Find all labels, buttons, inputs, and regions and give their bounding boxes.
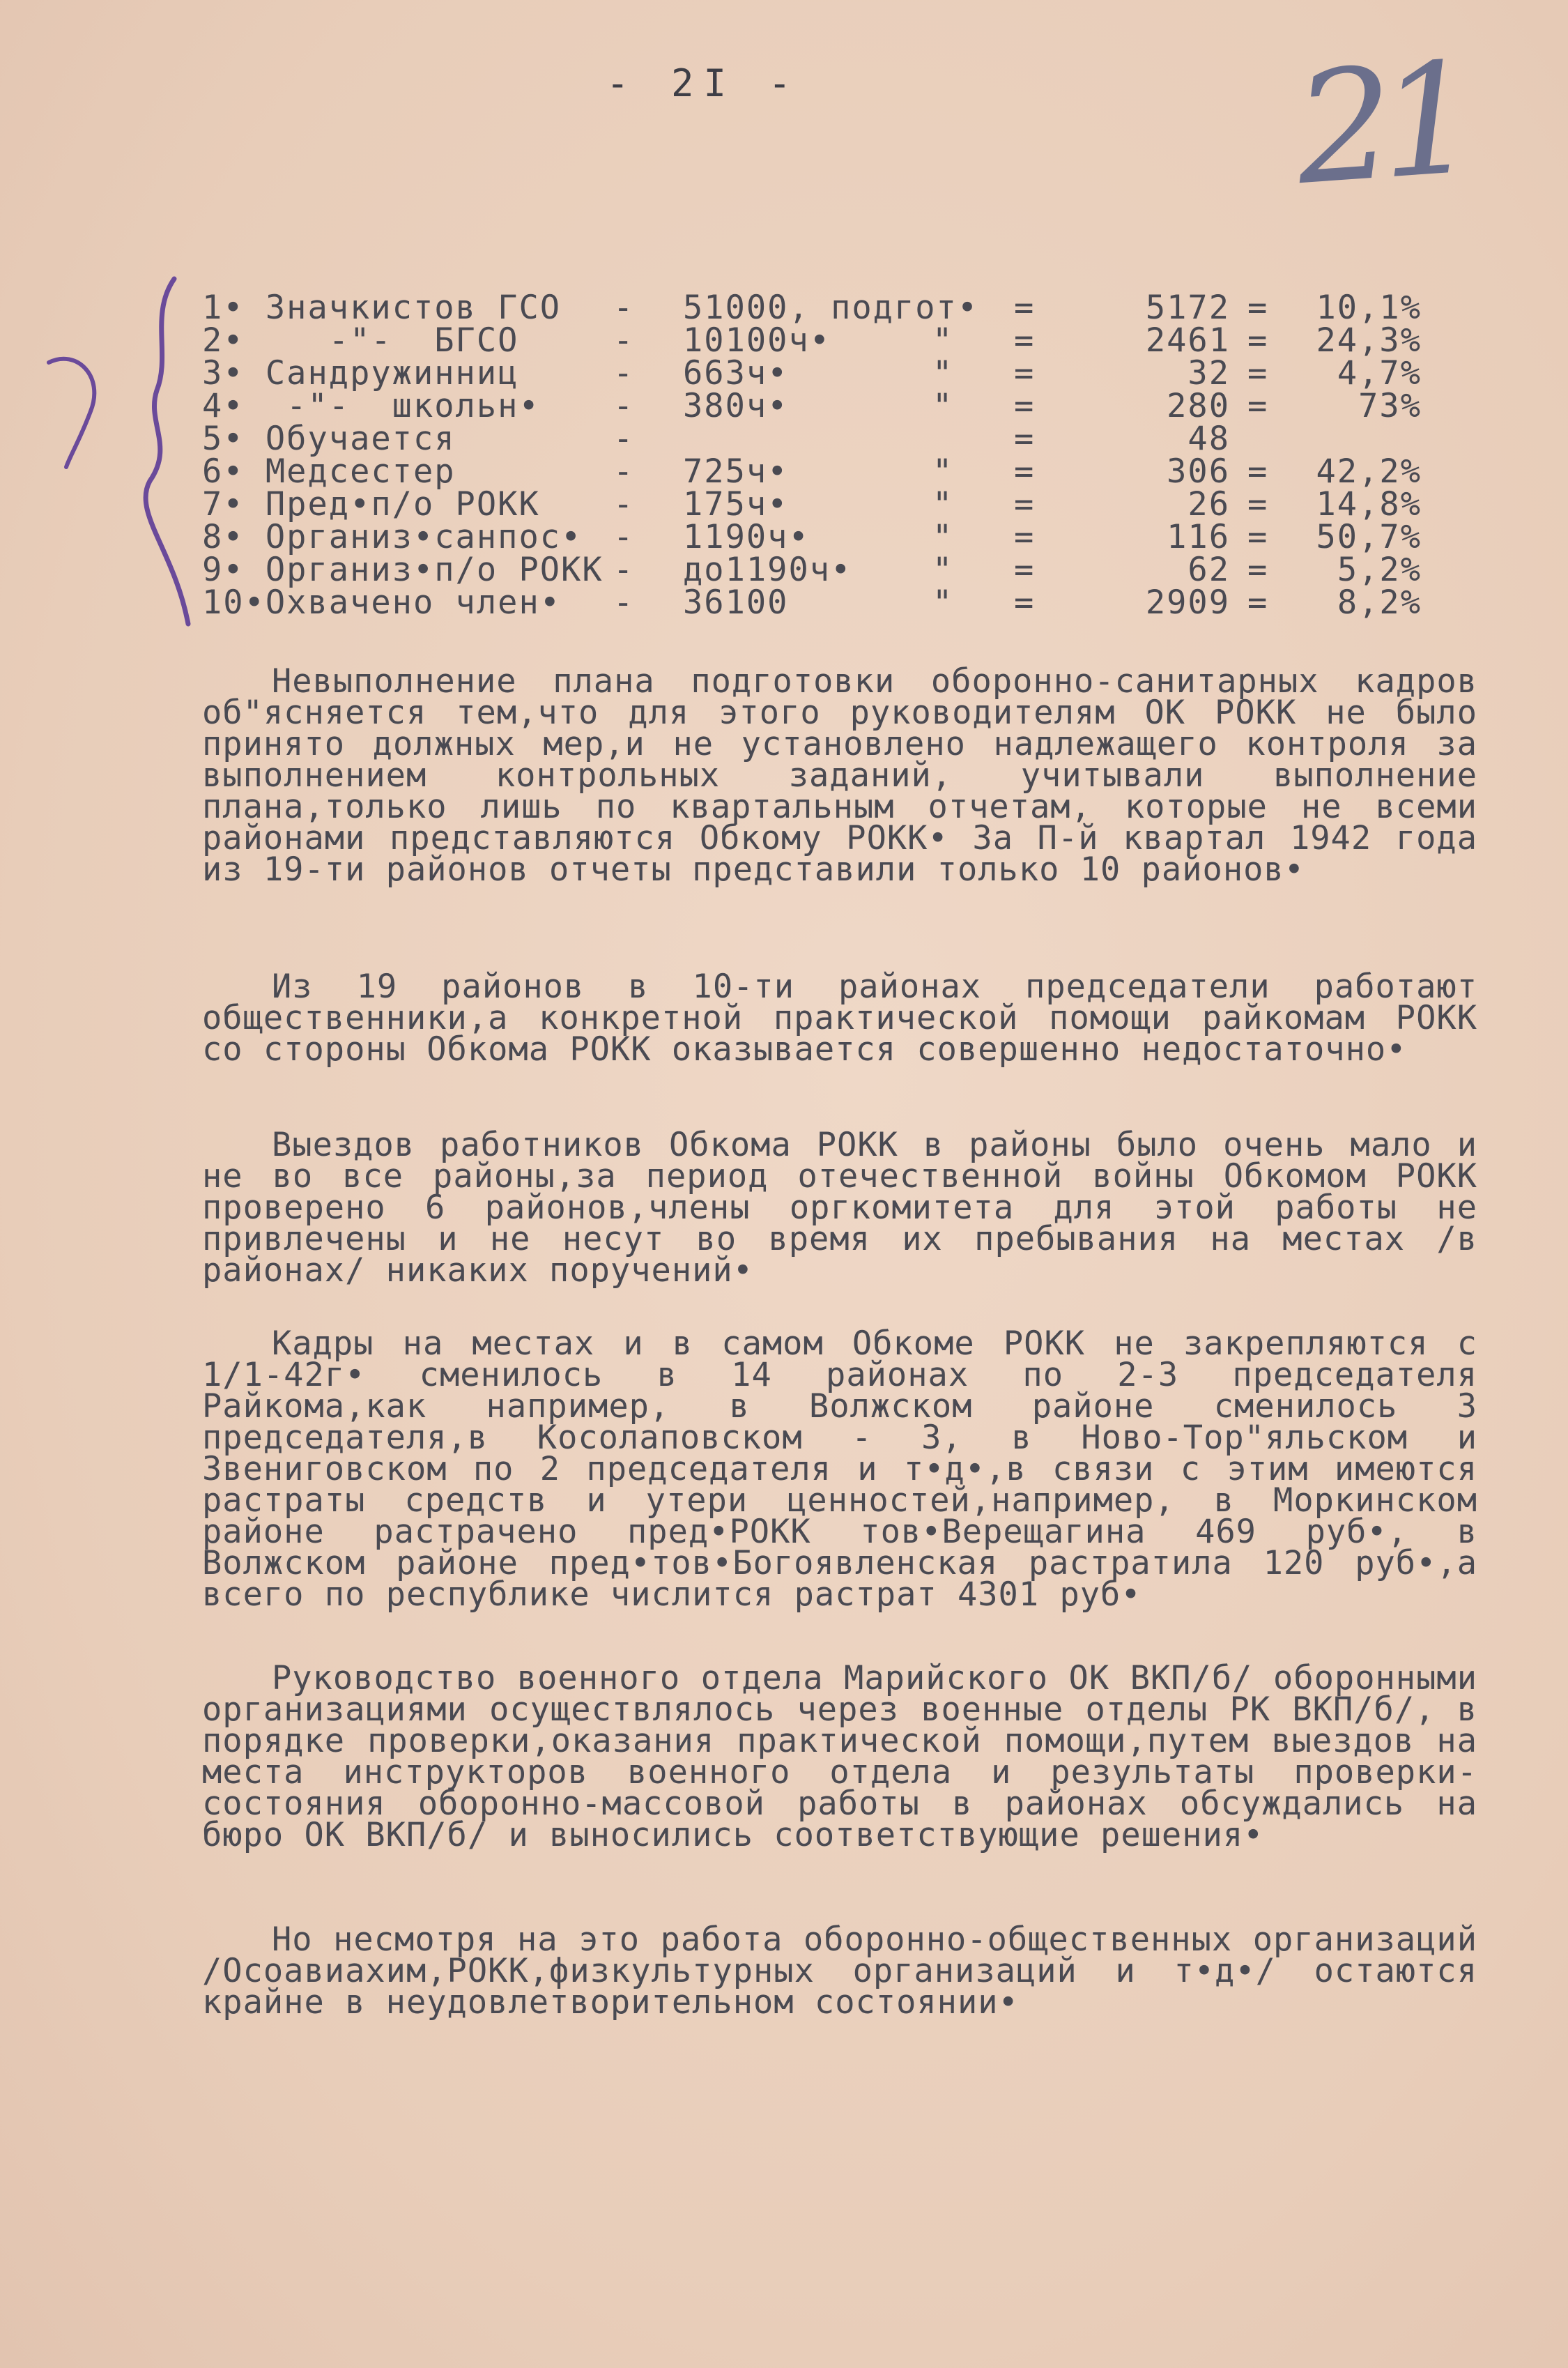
row-done: 32	[1187, 354, 1230, 392]
row-equals-2: =	[1247, 485, 1269, 524]
row-ditto: "	[932, 583, 954, 622]
row-label: 4• -"- школьн•	[202, 387, 540, 425]
row-equals: =	[1014, 354, 1036, 392]
table-row	[202, 583, 1429, 622]
row-label: 7• Пред•п/о РОКК	[202, 485, 540, 524]
row-equals-2: =	[1247, 551, 1269, 589]
row-percent: 8,2%	[1337, 583, 1422, 622]
row-equals: =	[1014, 583, 1036, 622]
statistics-table	[202, 289, 1429, 622]
paragraph-district-chairs: Из 19 районов в 10-ти районах председатели работают общественники,а конкретной практической помощи райкомам РОКК со стороны Обкома РОКК оказывается совершенно недостаточно•	[202, 968, 1477, 1069]
row-plan: 10100ч•	[683, 321, 831, 360]
row-ditto: "	[932, 321, 954, 360]
row-equals-2: =	[1247, 583, 1269, 622]
row-plan: 725ч•	[683, 452, 789, 491]
row-done: 306	[1167, 452, 1230, 491]
row-percent: 14,8%	[1316, 485, 1422, 524]
row-plan: 175ч•	[683, 485, 789, 524]
table-row	[202, 518, 1429, 556]
row-equals: =	[1014, 485, 1036, 524]
row-ditto: "	[932, 518, 954, 556]
table-row	[202, 354, 1429, 392]
row-percent: 42,2%	[1316, 452, 1422, 491]
row-equals: =	[1014, 289, 1036, 327]
row-done: 26	[1187, 485, 1230, 524]
paragraph-military-department: Руководство военного отдела Марийского ОК ВКП/б/ оборонными организациями осуществлялось через военные отделы РК ВКП/б/, в порядке проверки,оказания практической помощи,путем выездов на места инструкторов военного отдела и результаты проверки- состояния оборонно-массовой работы в районах обсуждались на бюро ОК ВКП/б/ и выносились соответствующие решения•	[202, 1659, 1477, 1854]
row-equals-2: =	[1247, 452, 1269, 491]
handwritten-page-number: 21	[1290, 29, 1470, 220]
row-equals-2: =	[1247, 354, 1269, 392]
row-plan: 51000, подгот•	[683, 289, 979, 327]
row-label: 5• Обучается	[202, 420, 456, 458]
row-plan: 36100	[683, 583, 789, 622]
row-percent: 50,7%	[1316, 518, 1422, 556]
margin-bracket-mark	[28, 272, 223, 634]
row-ditto: "	[932, 551, 954, 589]
row-equals-2: =	[1247, 321, 1269, 360]
row-percent: 24,3%	[1316, 321, 1422, 360]
table-row	[202, 485, 1429, 524]
row-done: 280	[1167, 387, 1230, 425]
table-row	[202, 551, 1429, 589]
row-dash: -	[613, 485, 635, 524]
row-done: 5172	[1145, 289, 1230, 327]
row-done: 116	[1167, 518, 1230, 556]
row-label: 6• Медсестер	[202, 452, 456, 491]
row-dash: -	[613, 289, 635, 327]
row-equals: =	[1014, 420, 1036, 458]
row-percent: 73%	[1358, 387, 1422, 425]
paragraph-conclusion: Но несмотря на это работа оборонно-общественных организаций /Осоавиахим,РОКК,физкультурных организаций и т•д•/ остаются крайне в неудовлетворительном состоянии•	[202, 1920, 1477, 2022]
row-percent: 5,2%	[1337, 551, 1422, 589]
row-ditto: "	[932, 387, 954, 425]
row-dash: -	[613, 551, 635, 589]
row-plan: 1190ч•	[683, 518, 810, 556]
row-done: 62	[1187, 551, 1230, 589]
row-dash: -	[613, 387, 635, 425]
row-dash: -	[613, 354, 635, 392]
row-done: 2909	[1145, 583, 1230, 622]
row-label: 2• -"- БГСО	[202, 321, 519, 360]
row-dash: -	[613, 321, 635, 360]
row-dash: -	[613, 583, 635, 622]
row-equals-2: =	[1247, 387, 1269, 425]
row-label: 3• Сандружинниц	[202, 354, 519, 392]
row-percent: 10,1%	[1316, 289, 1422, 327]
row-plan: до1190ч•	[683, 551, 852, 589]
row-label: 8• Организ•санпос•	[202, 518, 583, 556]
paragraph-staff-turnover: Кадры на местах и в самом Обкоме РОКК не закрепляются с 1/1-42г• сменилось в 14 районах по 2-3 председателя Райкома,как например, в Волжском районе сменилось 3 председателя,в Косолаповском - 3, в Ново-Тор"яльском и Звениговском по 2 председателя и т•д•,в связи с этим имеются растраты средств и утери ценностей,например, в Моркинском районе растрачено пред•РОКК тов•Верещагина 469 руб•, в Волжском районе пред•тов•Богоявленская растратила 120 руб•,а всего по республике числится растрат 4301 руб•	[202, 1324, 1477, 1614]
row-ditto: "	[932, 452, 954, 491]
row-label: 9• Организ•п/о РОКК	[202, 551, 604, 589]
row-equals: =	[1014, 518, 1036, 556]
row-dash: -	[613, 420, 635, 458]
table-row	[202, 289, 1429, 327]
table-row	[202, 452, 1429, 491]
row-plan: 663ч•	[683, 354, 789, 392]
row-equals: =	[1014, 452, 1036, 491]
row-done: 48	[1187, 420, 1230, 458]
row-equals-2: =	[1247, 289, 1269, 327]
row-done: 2461	[1145, 321, 1230, 360]
row-ditto: "	[932, 354, 954, 392]
paragraph-field-visits: Выездов работников Обкома РОКК в районы было очень мало и не во все районы,за период отечественной войны Обкомом РОКК проверено 6 районов,члены оргкомитета для этой работы не привлечены и не несут во время их пребывания на местах /в районах/ никаких поручений•	[202, 1126, 1477, 1290]
row-ditto: "	[932, 485, 954, 524]
row-label: 1• Значкистов ГСО	[202, 289, 562, 327]
row-equals-2: =	[1247, 518, 1269, 556]
row-plan: 380ч•	[683, 387, 789, 425]
row-dash: -	[613, 452, 635, 491]
row-label: 10•Охвачено член•	[202, 583, 562, 622]
row-equals: =	[1014, 551, 1036, 589]
row-percent: 4,7%	[1337, 354, 1422, 392]
page-number: - 2I -	[606, 61, 801, 105]
table-row	[202, 321, 1429, 360]
row-equals: =	[1014, 387, 1036, 425]
table-row	[202, 387, 1429, 425]
table-row	[202, 420, 1429, 458]
paragraph-cadre-training: Невыполнение плана подготовки оборонно-санитарных кадров об"ясняется тем,что для этого руководителям ОК РОКК не было принято должных мер,и не установлено надлежащего контроля за выполнением контрольных заданий, учитывали выполнение плана,только лишь по квартальным отчетам, которые не всеми районами представляются Обкому РОКК• За П-й квартал 1942 года из 19-ти районов отчеты представили только 10 районов•	[202, 662, 1477, 889]
row-dash: -	[613, 518, 635, 556]
row-equals: =	[1014, 321, 1036, 360]
